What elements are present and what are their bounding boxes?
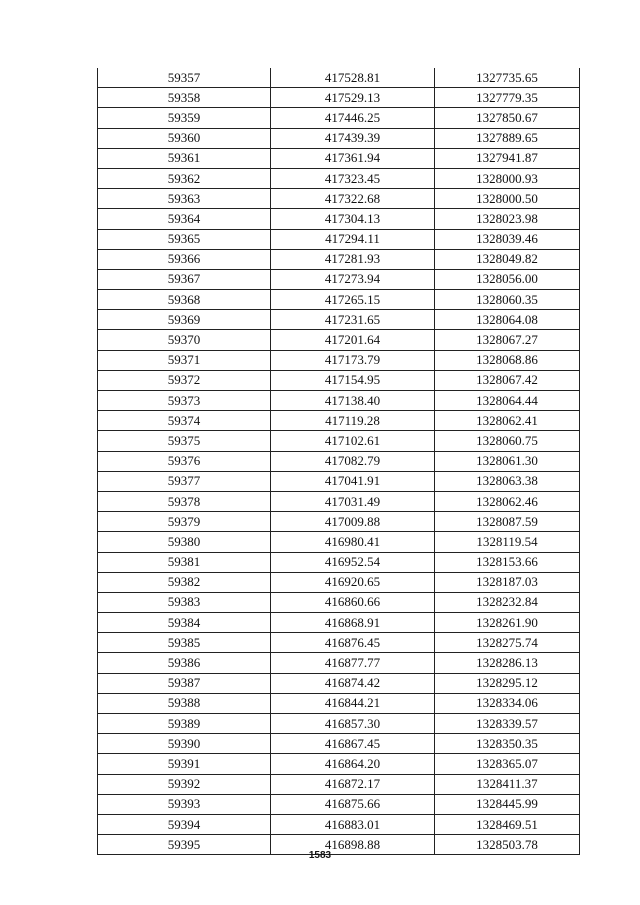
y-coordinate-cell: 1328062.41 — [435, 411, 580, 431]
table-row — [98, 774, 580, 794]
point-id-cell: 59367 — [98, 269, 271, 289]
y-coordinate-cell: 1328232.84 — [435, 592, 580, 612]
point-id-cell: 59357 — [98, 68, 271, 88]
point-id-cell: 59375 — [98, 431, 271, 451]
y-coordinate-cell: 1328060.75 — [435, 431, 580, 451]
y-coordinate-cell: 1328064.08 — [435, 310, 580, 330]
y-coordinate-cell: 1327779.35 — [435, 88, 580, 108]
y-coordinate-cell: 1328365.07 — [435, 754, 580, 774]
x-coordinate-cell: 417173.79 — [271, 350, 435, 370]
y-coordinate-cell: 1328067.42 — [435, 370, 580, 390]
x-coordinate-cell: 417529.13 — [271, 88, 435, 108]
x-coordinate-cell: 417294.11 — [271, 229, 435, 249]
x-coordinate-cell: 417281.93 — [271, 249, 435, 269]
x-coordinate-cell: 417265.15 — [271, 290, 435, 310]
x-coordinate-cell: 416920.65 — [271, 572, 435, 592]
x-coordinate-cell: 416875.66 — [271, 794, 435, 814]
x-coordinate-cell: 417119.28 — [271, 411, 435, 431]
y-coordinate-cell: 1328334.06 — [435, 693, 580, 713]
y-coordinate-cell: 1327735.65 — [435, 68, 580, 88]
x-coordinate-cell: 416952.54 — [271, 552, 435, 572]
table-row — [98, 693, 580, 713]
table-row — [98, 491, 580, 511]
y-coordinate-cell: 1328060.35 — [435, 290, 580, 310]
point-id-cell: 59370 — [98, 330, 271, 350]
y-coordinate-cell: 1328286.13 — [435, 653, 580, 673]
table-row — [98, 330, 580, 350]
point-id-cell: 59387 — [98, 673, 271, 693]
point-id-cell: 59386 — [98, 653, 271, 673]
x-coordinate-cell: 417031.49 — [271, 491, 435, 511]
table-row — [98, 350, 580, 370]
y-coordinate-cell: 1328275.74 — [435, 633, 580, 653]
y-coordinate-cell: 1328153.66 — [435, 552, 580, 572]
point-id-cell: 59381 — [98, 552, 271, 572]
point-id-cell: 59366 — [98, 249, 271, 269]
y-coordinate-cell: 1327941.87 — [435, 148, 580, 168]
point-id-cell: 59383 — [98, 592, 271, 612]
table-row — [98, 411, 580, 431]
coordinates-table-body — [98, 68, 580, 855]
x-coordinate-cell: 416877.77 — [271, 653, 435, 673]
x-coordinate-cell: 417273.94 — [271, 269, 435, 289]
y-coordinate-cell: 1328064.44 — [435, 391, 580, 411]
point-id-cell: 59389 — [98, 714, 271, 734]
table-row — [98, 714, 580, 734]
table-row — [98, 370, 580, 390]
y-coordinate-cell: 1328062.46 — [435, 491, 580, 511]
table-row — [98, 451, 580, 471]
point-id-cell: 59373 — [98, 391, 271, 411]
table-row — [98, 673, 580, 693]
coordinates-table — [97, 68, 580, 855]
point-id-cell: 59391 — [98, 754, 271, 774]
point-id-cell: 59369 — [98, 310, 271, 330]
x-coordinate-cell: 417082.79 — [271, 451, 435, 471]
point-id-cell: 59376 — [98, 451, 271, 471]
y-coordinate-cell: 1328049.82 — [435, 249, 580, 269]
table-row — [98, 310, 580, 330]
point-id-cell: 59364 — [98, 209, 271, 229]
x-coordinate-cell: 416867.45 — [271, 734, 435, 754]
point-id-cell: 59379 — [98, 512, 271, 532]
table-row — [98, 431, 580, 451]
point-id-cell: 59380 — [98, 532, 271, 552]
x-coordinate-cell: 417361.94 — [271, 148, 435, 168]
x-coordinate-cell: 417009.88 — [271, 512, 435, 532]
table-row — [98, 633, 580, 653]
y-coordinate-cell: 1328068.86 — [435, 350, 580, 370]
point-id-cell: 59361 — [98, 148, 271, 168]
y-coordinate-cell: 1328067.27 — [435, 330, 580, 350]
point-id-cell: 59378 — [98, 491, 271, 511]
point-id-cell: 59385 — [98, 633, 271, 653]
y-coordinate-cell: 1328261.90 — [435, 613, 580, 633]
point-id-cell: 59362 — [98, 168, 271, 188]
point-id-cell: 59394 — [98, 814, 271, 834]
point-id-cell: 59392 — [98, 774, 271, 794]
x-coordinate-cell: 417154.95 — [271, 370, 435, 390]
point-id-cell: 59360 — [98, 128, 271, 148]
table-row — [98, 68, 580, 88]
y-coordinate-cell: 1328023.98 — [435, 209, 580, 229]
table-row — [98, 471, 580, 491]
y-coordinate-cell: 1328295.12 — [435, 673, 580, 693]
point-id-cell: 59374 — [98, 411, 271, 431]
table-row — [98, 290, 580, 310]
table-row — [98, 108, 580, 128]
point-id-cell: 59382 — [98, 572, 271, 592]
x-coordinate-cell: 416860.66 — [271, 592, 435, 612]
table-row — [98, 552, 580, 572]
point-id-cell: 59377 — [98, 471, 271, 491]
x-coordinate-cell: 416872.17 — [271, 774, 435, 794]
y-coordinate-cell: 1328119.54 — [435, 532, 580, 552]
table-row — [98, 572, 580, 592]
x-coordinate-cell: 417231.65 — [271, 310, 435, 330]
point-id-cell: 59359 — [98, 108, 271, 128]
point-id-cell: 59371 — [98, 350, 271, 370]
y-coordinate-cell: 1328061.30 — [435, 451, 580, 471]
table-row — [98, 814, 580, 834]
x-coordinate-cell: 416874.42 — [271, 673, 435, 693]
x-coordinate-cell: 417322.68 — [271, 189, 435, 209]
y-coordinate-cell: 1328000.50 — [435, 189, 580, 209]
y-coordinate-cell: 1328056.00 — [435, 269, 580, 289]
point-id-cell: 59384 — [98, 613, 271, 633]
x-coordinate-cell: 416876.45 — [271, 633, 435, 653]
y-coordinate-cell: 1328039.46 — [435, 229, 580, 249]
point-id-cell: 59388 — [98, 693, 271, 713]
point-id-cell: 59395 — [98, 835, 271, 855]
table-row — [98, 168, 580, 188]
x-coordinate-cell: 416980.41 — [271, 532, 435, 552]
y-coordinate-cell: 1328063.38 — [435, 471, 580, 491]
y-coordinate-cell: 1328411.37 — [435, 774, 580, 794]
table-row — [98, 249, 580, 269]
point-id-cell: 59358 — [98, 88, 271, 108]
table-row — [98, 128, 580, 148]
x-coordinate-cell: 417041.91 — [271, 471, 435, 491]
table-row — [98, 229, 580, 249]
x-coordinate-cell: 417102.61 — [271, 431, 435, 451]
x-coordinate-cell: 416864.20 — [271, 754, 435, 774]
y-coordinate-cell: 1327889.65 — [435, 128, 580, 148]
x-coordinate-cell: 416883.01 — [271, 814, 435, 834]
x-coordinate-cell: 417323.45 — [271, 168, 435, 188]
x-coordinate-cell: 416868.91 — [271, 613, 435, 633]
table-row — [98, 88, 580, 108]
y-coordinate-cell: 1328350.35 — [435, 734, 580, 754]
y-coordinate-cell: 1327850.67 — [435, 108, 580, 128]
y-coordinate-cell: 1328187.03 — [435, 572, 580, 592]
x-coordinate-cell: 417304.13 — [271, 209, 435, 229]
table-row — [98, 653, 580, 673]
y-coordinate-cell: 1328469.51 — [435, 814, 580, 834]
table-row — [98, 209, 580, 229]
point-id-cell: 59372 — [98, 370, 271, 390]
y-coordinate-cell: 1328000.93 — [435, 168, 580, 188]
y-coordinate-cell: 1328087.59 — [435, 512, 580, 532]
x-coordinate-cell: 416898.88 — [271, 835, 435, 855]
x-coordinate-cell: 417138.40 — [271, 391, 435, 411]
x-coordinate-cell: 417446.25 — [271, 108, 435, 128]
page-number: 1583 — [308, 850, 332, 861]
y-coordinate-cell: 1328503.78 — [435, 835, 580, 855]
table-row — [98, 734, 580, 754]
table-row — [98, 794, 580, 814]
x-coordinate-cell: 416844.21 — [271, 693, 435, 713]
point-id-cell: 59390 — [98, 734, 271, 754]
y-coordinate-cell: 1328339.57 — [435, 714, 580, 734]
table-row — [98, 613, 580, 633]
y-coordinate-cell: 1328445.99 — [435, 794, 580, 814]
table-row — [98, 532, 580, 552]
x-coordinate-cell: 417439.39 — [271, 128, 435, 148]
point-id-cell: 59363 — [98, 189, 271, 209]
table-row — [98, 148, 580, 168]
table-row — [98, 512, 580, 532]
table-row — [98, 189, 580, 209]
table-row — [98, 754, 580, 774]
point-id-cell: 59393 — [98, 794, 271, 814]
x-coordinate-cell: 417528.81 — [271, 68, 435, 88]
point-id-cell: 59368 — [98, 290, 271, 310]
x-coordinate-cell: 417201.64 — [271, 330, 435, 350]
x-coordinate-cell: 416857.30 — [271, 714, 435, 734]
table-row — [98, 269, 580, 289]
table-row — [98, 391, 580, 411]
table-row — [98, 592, 580, 612]
point-id-cell: 59365 — [98, 229, 271, 249]
